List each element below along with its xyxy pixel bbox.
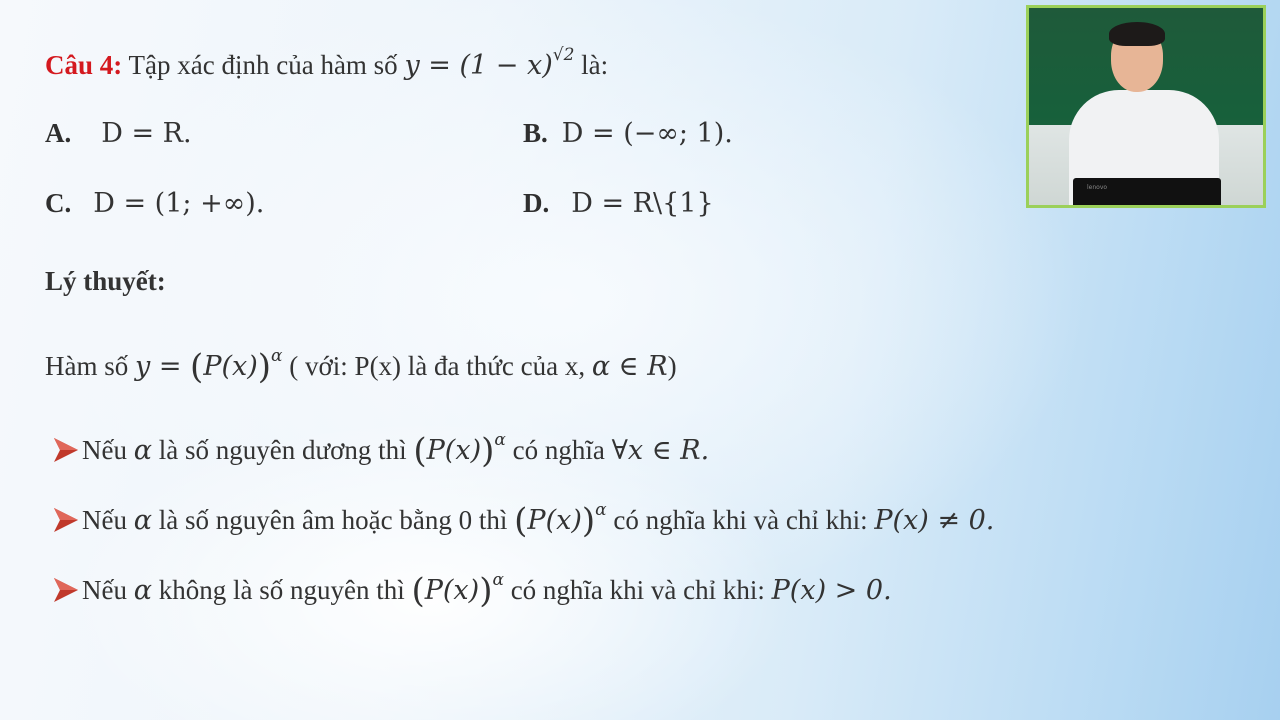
option-a[interactable] [45,116,192,151]
option-b-value: D = (−∞; 1). [561,118,733,149]
option-c-value: D = (1; +∞). [93,188,265,219]
laptop [1073,178,1221,208]
option-a-value: D = R. [101,118,192,149]
option-d-letter: D. [523,188,550,218]
laptop-brand: lenovo [1087,184,1108,191]
option-c-letter: C. [45,188,72,218]
question-formula: $y = (1 - x)^{√2}$ [404,45,575,81]
option-b-letter: B. [523,118,548,148]
webcam-overlay [1026,5,1266,208]
bullet-arrow-icon [52,436,80,464]
option-d-value: D = R\{1} [571,188,714,219]
option-c[interactable] [45,186,264,221]
teacher-hair [1109,22,1165,46]
question-text: Tập xác định của hàm số [122,50,405,80]
theory-heading: Lý thuyết: [45,266,166,296]
theory-intro: Hàm số $y = (P(x))^\alpha$ ( với: P(x) là đa thức của x, α ∈ R) [45,346,677,387]
option-b[interactable] [523,116,733,151]
theory-bullet-2: Nếu α là số nguyên âm hoặc bằng 0 thì $(P(x))^\alpha$ có nghĩa khi và chỉ khi: P(x) ≠ 0. [52,497,994,538]
theory-bullet-1: Nếu α là số nguyên dương thì $(P(x))^\alpha$ có nghĩa ∀x ∈ R. [52,427,709,468]
bullet-arrow-icon [52,576,80,604]
question-exponent: √2 [552,45,575,65]
option-a-letter: A. [45,118,72,148]
question-label: Câu 4: [45,50,123,80]
bullet-arrow-icon [52,506,80,534]
question-suffix: là: [574,50,609,80]
question-line [45,42,608,83]
theory-bullet-3: Nếu α không là số nguyên thì $(P(x))^\alpha$ có nghĩa khi và chỉ khi: P(x) > 0. [52,567,892,608]
option-d[interactable] [523,186,714,221]
